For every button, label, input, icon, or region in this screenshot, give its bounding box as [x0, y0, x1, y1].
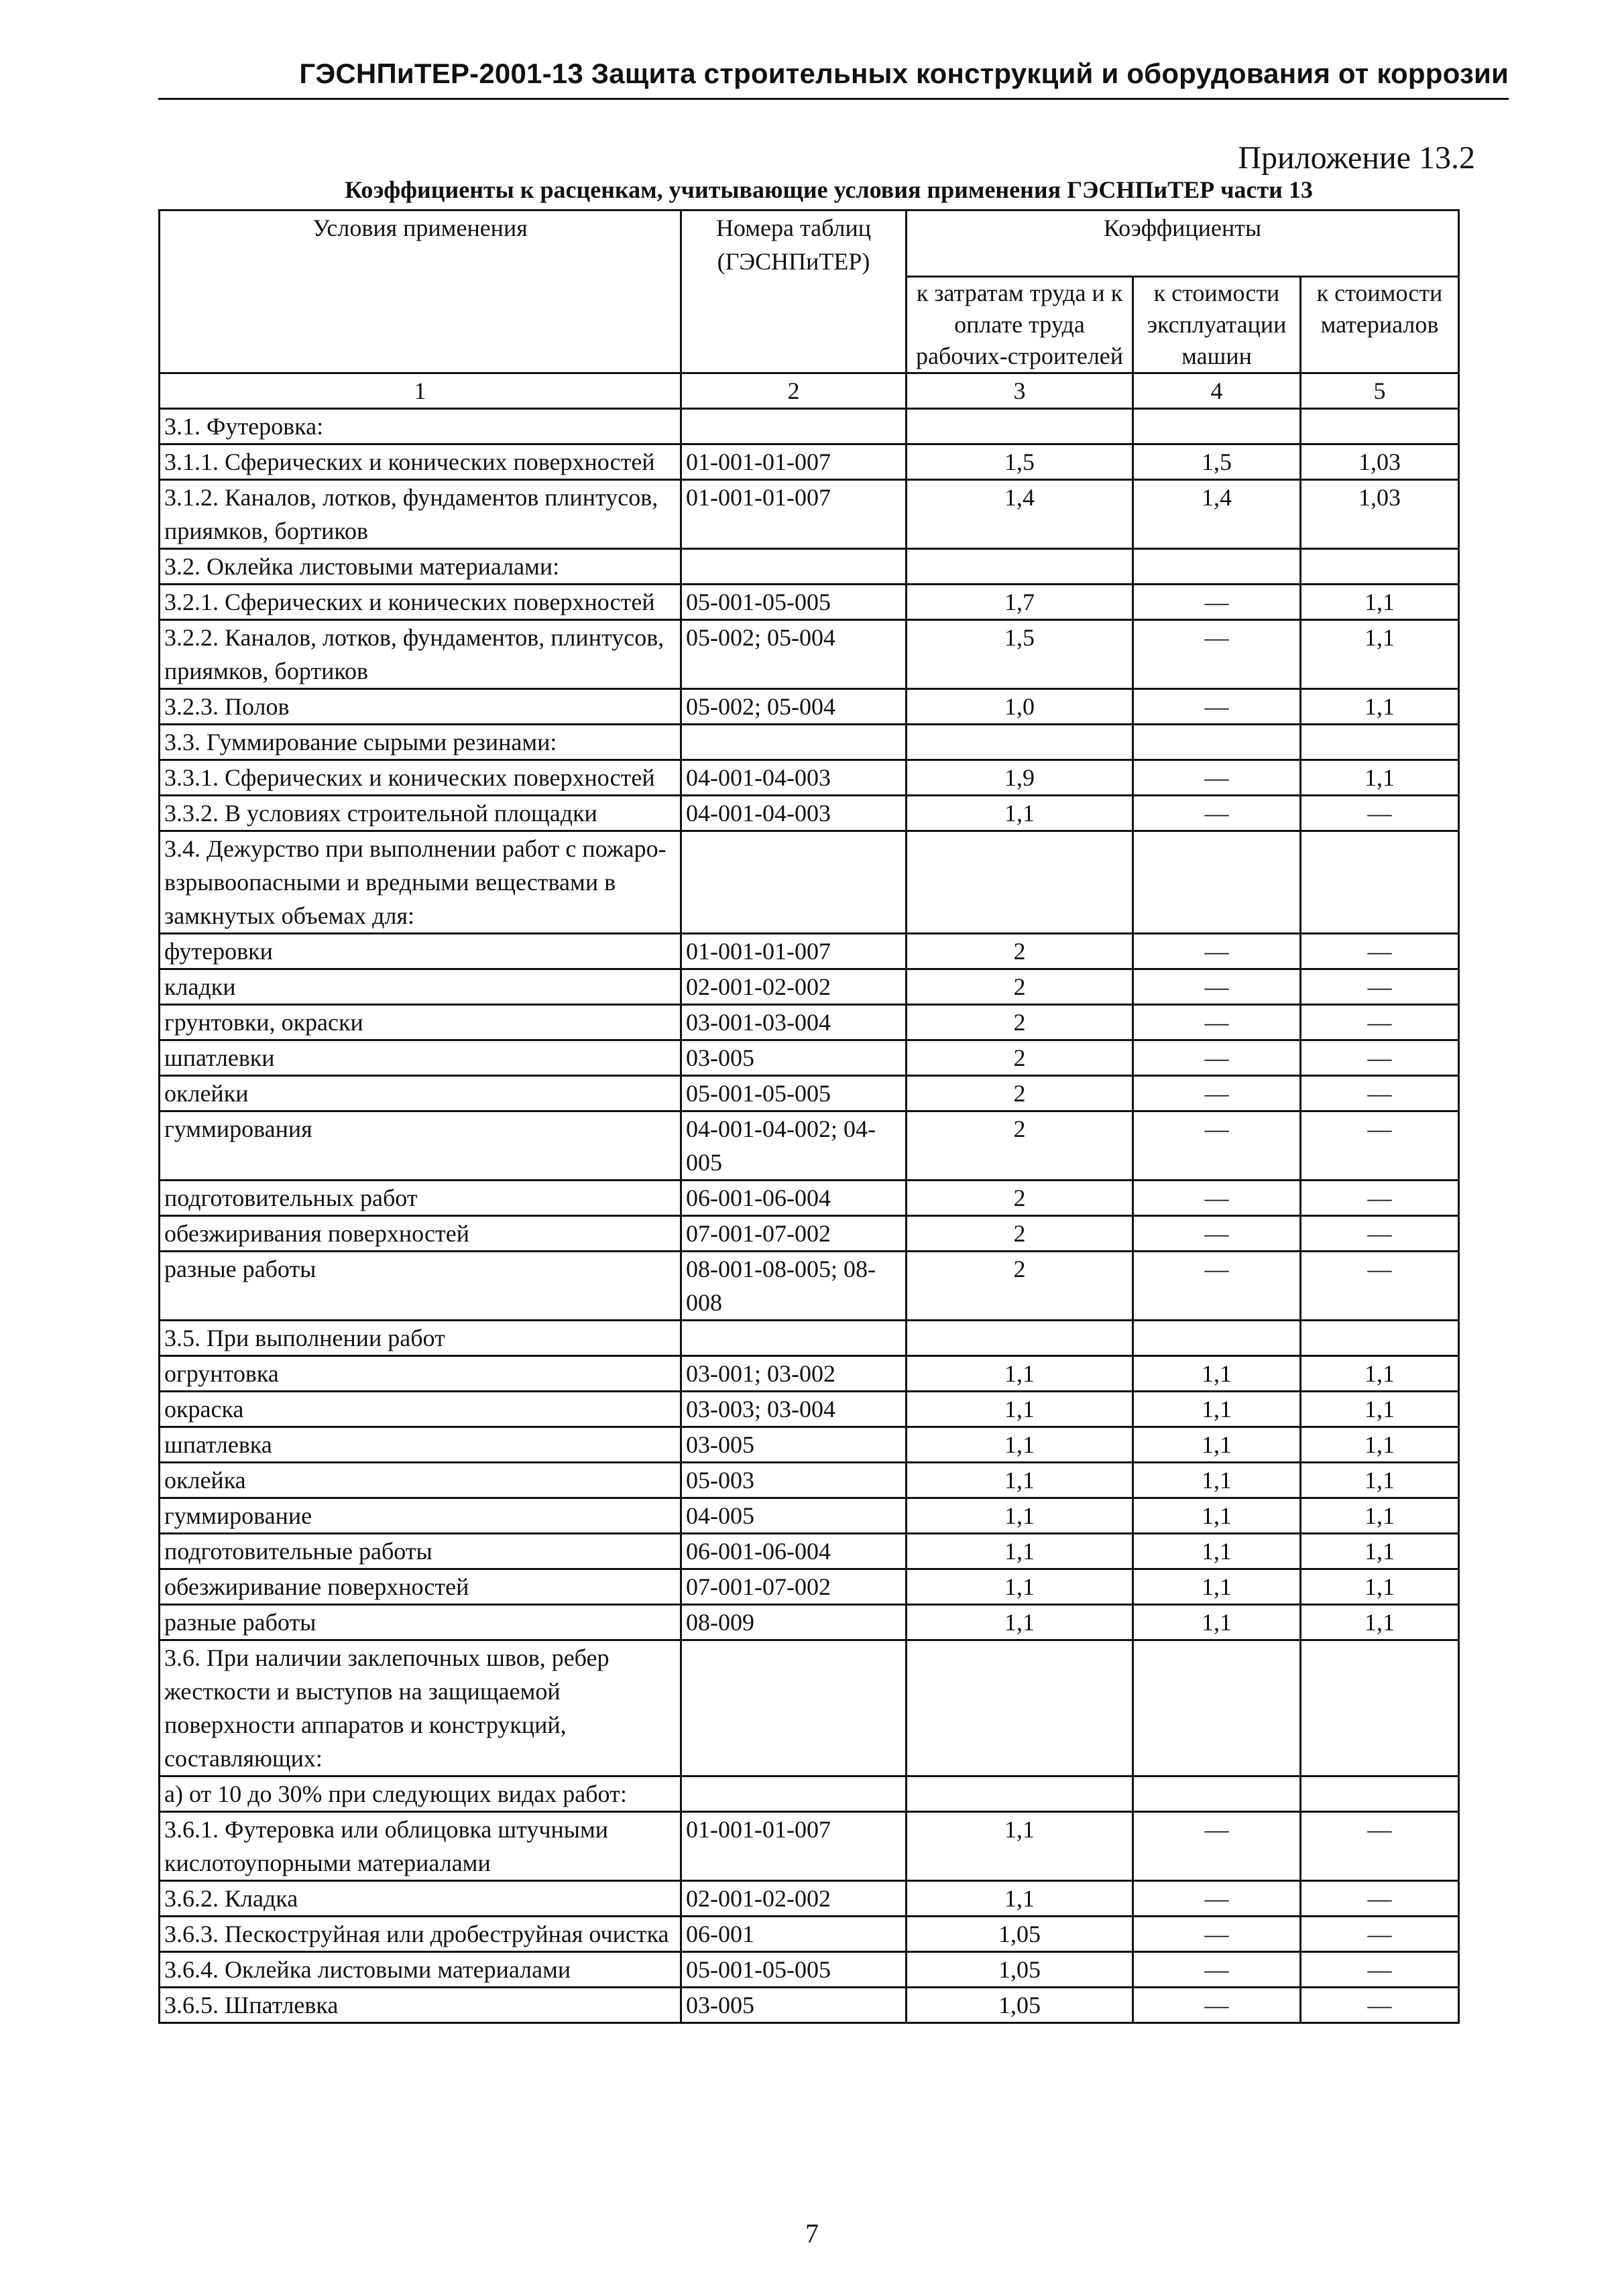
- cell-machines-coef: 1,1: [1133, 1534, 1301, 1569]
- cell-materials-coef: 1,1: [1301, 585, 1459, 620]
- cell-labor-coef: 2: [907, 969, 1133, 1005]
- cell-machines-coef: 1,1: [1133, 1498, 1301, 1534]
- cell-materials-coef: 1,1: [1301, 1605, 1459, 1640]
- cell-machines-coef: [1133, 831, 1301, 934]
- cell-machines-coef: 1,4: [1133, 480, 1301, 549]
- cell-table-numbers: 01-001-01-007: [681, 934, 907, 969]
- cell-labor-coef: [907, 549, 1133, 585]
- cell-materials-coef: 1,1: [1301, 1463, 1459, 1498]
- cell-labor-coef: [907, 1776, 1133, 1812]
- cell-table-numbers: 01-001-01-007: [681, 1812, 907, 1881]
- table-row: [160, 796, 1459, 831]
- cell-condition: подготовительных работ: [160, 1181, 681, 1216]
- header-row-top: [160, 210, 1459, 277]
- running-header: ГЭСНПиТЕР-2001-13 Защита строительных конструкций и оборудования от коррозии: [299, 58, 1509, 89]
- cell-condition: шпатлевки: [160, 1040, 681, 1076]
- cell-machines-coef: 1,1: [1133, 1392, 1301, 1427]
- cell-labor-coef: 1,1: [907, 1427, 1133, 1463]
- table-row: [160, 1005, 1459, 1040]
- cell-table-numbers: [681, 1321, 907, 1356]
- cell-machines-coef: [1133, 1321, 1301, 1356]
- cell-materials-coef: 1,1: [1301, 760, 1459, 796]
- cell-materials-coef: 1,1: [1301, 1534, 1459, 1569]
- cell-labor-coef: 1,5: [907, 620, 1133, 689]
- table-title: Коэффициенты к расценкам, учитывающие условия применения ГЭСНПиТЕР части 13: [345, 176, 1313, 203]
- cell-labor-coef: 1,1: [907, 1812, 1133, 1881]
- cell-table-numbers: 03-005: [681, 1988, 907, 2023]
- column-number: 4: [1133, 373, 1301, 409]
- cell-table-numbers: [681, 1640, 907, 1776]
- cell-machines-coef: —: [1133, 1988, 1301, 2023]
- cell-table-numbers: 06-001-06-004: [681, 1181, 907, 1216]
- cell-materials-coef: 1,1: [1301, 1392, 1459, 1427]
- cell-machines-coef: [1133, 409, 1301, 444]
- header-conditions: Условия применения: [160, 210, 681, 373]
- cell-materials-coef: —: [1301, 969, 1459, 1005]
- cell-materials-coef: [1301, 1321, 1459, 1356]
- cell-machines-coef: 1,1: [1133, 1427, 1301, 1463]
- cell-condition: огрунтовка: [160, 1356, 681, 1392]
- cell-table-numbers: 05-001-05-005: [681, 1076, 907, 1111]
- cell-materials-coef: 1,03: [1301, 480, 1459, 549]
- cell-labor-coef: 1,7: [907, 585, 1133, 620]
- cell-table-numbers: 07-001-07-002: [681, 1569, 907, 1605]
- cell-condition: 3.6.1. Футеровка или облицовка штучными кислотоупорными материалами: [160, 1812, 681, 1881]
- cell-materials-coef: 1,1: [1301, 620, 1459, 689]
- cell-materials-coef: 1,1: [1301, 1356, 1459, 1392]
- cell-condition: шпатлевка: [160, 1427, 681, 1463]
- header-rule: [158, 98, 1509, 100]
- cell-machines-coef: —: [1133, 969, 1301, 1005]
- table-row: [160, 549, 1459, 585]
- cell-machines-coef: —: [1133, 1076, 1301, 1111]
- cell-table-numbers: [681, 1776, 907, 1812]
- cell-condition: 3.2. Оклейка листовыми материалами:: [160, 549, 681, 585]
- header-table-numbers: Номера таблиц (ГЭСНПиТЕР): [681, 210, 907, 373]
- cell-machines-coef: —: [1133, 1252, 1301, 1321]
- table-row: [160, 1812, 1459, 1881]
- cell-table-numbers: 05-002; 05-004: [681, 620, 907, 689]
- table-row: [160, 1952, 1459, 1988]
- cell-table-numbers: 02-001-02-002: [681, 1881, 907, 1917]
- cell-materials-coef: 1,1: [1301, 1498, 1459, 1534]
- cell-materials-coef: —: [1301, 1952, 1459, 1988]
- cell-materials-coef: —: [1301, 1988, 1459, 2023]
- cell-materials-coef: 1,1: [1301, 689, 1459, 725]
- cell-condition: 3.1.1. Сферических и конических поверхностей: [160, 444, 681, 480]
- cell-labor-coef: 1,1: [907, 1569, 1133, 1605]
- cell-table-numbers: 03-001-03-004: [681, 1005, 907, 1040]
- table-row: [160, 1605, 1459, 1640]
- cell-machines-coef: 1,5: [1133, 444, 1301, 480]
- cell-condition: а) от 10 до 30% при следующих видах работ:: [160, 1776, 681, 1812]
- cell-labor-coef: [907, 409, 1133, 444]
- table-row: [160, 1498, 1459, 1534]
- cell-machines-coef: —: [1133, 620, 1301, 689]
- cell-condition: 3.2.3. Полов: [160, 689, 681, 725]
- cell-machines-coef: —: [1133, 1812, 1301, 1881]
- cell-materials-coef: [1301, 549, 1459, 585]
- cell-condition: подготовительные работы: [160, 1534, 681, 1569]
- cell-condition: разные работы: [160, 1605, 681, 1640]
- cell-machines-coef: —: [1133, 585, 1301, 620]
- table-row: [160, 689, 1459, 725]
- cell-machines-coef: [1133, 549, 1301, 585]
- cell-machines-coef: —: [1133, 1005, 1301, 1040]
- cell-table-numbers: 03-001; 03-002: [681, 1356, 907, 1392]
- cell-table-numbers: 04-005: [681, 1498, 907, 1534]
- cell-table-numbers: [681, 831, 907, 934]
- cell-materials-coef: —: [1301, 934, 1459, 969]
- table-row: [160, 1076, 1459, 1111]
- table-row: [160, 1463, 1459, 1498]
- table-row: [160, 1392, 1459, 1427]
- cell-materials-coef: —: [1301, 1881, 1459, 1917]
- cell-machines-coef: [1133, 1640, 1301, 1776]
- cell-condition: 3.1.2. Каналов, лотков, фундаментов плинтусов, приямков, бортиков: [160, 480, 681, 549]
- table-row: [160, 760, 1459, 796]
- cell-labor-coef: 2: [907, 1076, 1133, 1111]
- cell-labor-coef: 1,4: [907, 480, 1133, 549]
- cell-labor-coef: 1,1: [907, 1392, 1133, 1427]
- cell-table-numbers: 03-005: [681, 1427, 907, 1463]
- cell-machines-coef: —: [1133, 760, 1301, 796]
- cell-table-numbers: 06-001: [681, 1917, 907, 1952]
- cell-table-numbers: [681, 549, 907, 585]
- cell-table-numbers: 08-001-08-005; 08-008: [681, 1252, 907, 1321]
- table-row: [160, 1881, 1459, 1917]
- table-row: [160, 620, 1459, 689]
- cell-condition: 3.6. При наличии заклепочных швов, ребер жесткости и выступов на защищаемой поверхности аппаратов и конструкций, составляющих:: [160, 1640, 681, 1776]
- cell-condition: 3.2.2. Каналов, лотков, фундаментов, плинтусов, приямков, бортиков: [160, 620, 681, 689]
- cell-condition: гуммирования: [160, 1111, 681, 1181]
- cell-table-numbers: 01-001-01-007: [681, 480, 907, 549]
- cell-materials-coef: —: [1301, 1252, 1459, 1321]
- table-row: [160, 1640, 1459, 1776]
- cell-labor-coef: 1,1: [907, 1881, 1133, 1917]
- cell-labor-coef: [907, 1640, 1133, 1776]
- table-row: [160, 409, 1459, 444]
- cell-table-numbers: 08-009: [681, 1605, 907, 1640]
- cell-labor-coef: 2: [907, 934, 1133, 969]
- cell-condition: 3.5. При выполнении работ: [160, 1321, 681, 1356]
- cell-labor-coef: 1,1: [907, 796, 1133, 831]
- cell-machines-coef: —: [1133, 1040, 1301, 1076]
- cell-materials-coef: —: [1301, 1917, 1459, 1952]
- cell-condition: 3.6.2. Кладка: [160, 1881, 681, 1917]
- cell-machines-coef: —: [1133, 1216, 1301, 1252]
- table-row: [160, 1569, 1459, 1605]
- cell-table-numbers: 06-001-06-004: [681, 1534, 907, 1569]
- table-row: [160, 1776, 1459, 1812]
- cell-table-numbers: 04-001-04-003: [681, 760, 907, 796]
- column-number: 1: [160, 373, 681, 409]
- table-row: [160, 969, 1459, 1005]
- cell-table-numbers: 05-003: [681, 1463, 907, 1498]
- cell-labor-coef: 1,1: [907, 1463, 1133, 1498]
- cell-labor-coef: [907, 725, 1133, 760]
- column-number-row: [160, 373, 1459, 409]
- cell-table-numbers: 04-001-04-002; 04-005: [681, 1111, 907, 1181]
- table-body: [160, 409, 1459, 2023]
- table-row: [160, 585, 1459, 620]
- cell-table-numbers: 05-001-05-005: [681, 585, 907, 620]
- cell-materials-coef: —: [1301, 1076, 1459, 1111]
- cell-labor-coef: 1,9: [907, 760, 1133, 796]
- header-coefficients: Коэффициенты: [907, 210, 1459, 277]
- table-row: [160, 831, 1459, 934]
- table-row: [160, 725, 1459, 760]
- cell-labor-coef: 2: [907, 1040, 1133, 1076]
- coefficients-table: [158, 209, 1460, 2024]
- cell-labor-coef: 2: [907, 1005, 1133, 1040]
- cell-condition: 3.6.4. Оклейка листовыми материалами: [160, 1952, 681, 1988]
- cell-labor-coef: 2: [907, 1252, 1133, 1321]
- cell-condition: 3.4. Дежурство при выполнении работ с пожаро-взрывоопасными и вредными веществами в замкнутых объемах для:: [160, 831, 681, 934]
- cell-materials-coef: —: [1301, 1005, 1459, 1040]
- cell-labor-coef: 2: [907, 1111, 1133, 1181]
- cell-machines-coef: [1133, 725, 1301, 760]
- header-labor: к затратам труда и к оплате труда рабочих-строителей: [907, 277, 1133, 373]
- cell-machines-coef: [1133, 1776, 1301, 1812]
- table-row: [160, 1321, 1459, 1356]
- cell-machines-coef: —: [1133, 1111, 1301, 1181]
- cell-materials-coef: [1301, 1640, 1459, 1776]
- cell-labor-coef: 1,05: [907, 1952, 1133, 1988]
- cell-machines-coef: —: [1133, 1881, 1301, 1917]
- header-materials: к стоимости материалов: [1301, 277, 1459, 373]
- cell-labor-coef: 1,1: [907, 1534, 1133, 1569]
- cell-machines-coef: —: [1133, 934, 1301, 969]
- cell-table-numbers: 07-001-07-002: [681, 1216, 907, 1252]
- cell-table-numbers: 05-002; 05-004: [681, 689, 907, 725]
- cell-condition: 3.3.2. В условиях строительной площадки: [160, 796, 681, 831]
- cell-condition: 3.6.3. Пескоструйная или дробеструйная очистка: [160, 1917, 681, 1952]
- table-row: [160, 1988, 1459, 2023]
- table-row: [160, 1040, 1459, 1076]
- cell-machines-coef: —: [1133, 1181, 1301, 1216]
- cell-condition: оклейки: [160, 1076, 681, 1111]
- cell-table-numbers: 03-005: [681, 1040, 907, 1076]
- cell-labor-coef: 1,0: [907, 689, 1133, 725]
- cell-materials-coef: [1301, 725, 1459, 760]
- cell-labor-coef: 1,5: [907, 444, 1133, 480]
- cell-table-numbers: 01-001-01-007: [681, 444, 907, 480]
- cell-machines-coef: 1,1: [1133, 1463, 1301, 1498]
- cell-table-numbers: 03-003; 03-004: [681, 1392, 907, 1427]
- cell-materials-coef: [1301, 831, 1459, 934]
- cell-table-numbers: 02-001-02-002: [681, 969, 907, 1005]
- table-row: [160, 1111, 1459, 1181]
- cell-materials-coef: —: [1301, 1181, 1459, 1216]
- cell-machines-coef: —: [1133, 796, 1301, 831]
- page-number: 7: [805, 2218, 819, 2248]
- cell-condition: оклейка: [160, 1463, 681, 1498]
- cell-labor-coef: [907, 831, 1133, 934]
- cell-condition: 3.6.5. Шпатлевка: [160, 1988, 681, 2023]
- cell-table-numbers: 05-001-05-005: [681, 1952, 907, 1988]
- cell-machines-coef: 1,1: [1133, 1356, 1301, 1392]
- column-number: 3: [907, 373, 1133, 409]
- cell-materials-coef: 1,03: [1301, 444, 1459, 480]
- cell-condition: окраска: [160, 1392, 681, 1427]
- cell-table-numbers: 04-001-04-003: [681, 796, 907, 831]
- cell-condition: 3.2.1. Сферических и конических поверхностей: [160, 585, 681, 620]
- cell-condition: обезжиривание поверхностей: [160, 1569, 681, 1605]
- cell-machines-coef: 1,1: [1133, 1605, 1301, 1640]
- cell-materials-coef: 1,1: [1301, 1427, 1459, 1463]
- cell-condition: разные работы: [160, 1252, 681, 1321]
- table-row: [160, 1427, 1459, 1463]
- table-row: [160, 480, 1459, 549]
- cell-materials-coef: —: [1301, 1040, 1459, 1076]
- cell-materials-coef: —: [1301, 1812, 1459, 1881]
- cell-materials-coef: —: [1301, 1111, 1459, 1181]
- cell-labor-coef: 1,1: [907, 1605, 1133, 1640]
- table-row: [160, 1252, 1459, 1321]
- cell-materials-coef: 1,1: [1301, 1569, 1459, 1605]
- column-number: 5: [1301, 373, 1459, 409]
- cell-machines-coef: 1,1: [1133, 1569, 1301, 1605]
- column-number: 2: [681, 373, 907, 409]
- cell-labor-coef: 2: [907, 1181, 1133, 1216]
- table-row: [160, 444, 1459, 480]
- table-row: [160, 1356, 1459, 1392]
- cell-materials-coef: —: [1301, 796, 1459, 831]
- cell-machines-coef: —: [1133, 1917, 1301, 1952]
- cell-labor-coef: 1,05: [907, 1917, 1133, 1952]
- cell-condition: кладки: [160, 969, 681, 1005]
- cell-machines-coef: —: [1133, 689, 1301, 725]
- cell-table-numbers: [681, 409, 907, 444]
- appendix-label: Приложение 13.2: [1238, 140, 1475, 176]
- cell-labor-coef: 1,1: [907, 1356, 1133, 1392]
- cell-labor-coef: 1,1: [907, 1498, 1133, 1534]
- cell-labor-coef: [907, 1321, 1133, 1356]
- cell-machines-coef: —: [1133, 1952, 1301, 1988]
- table-row: [160, 1917, 1459, 1952]
- cell-labor-coef: 1,05: [907, 1988, 1133, 2023]
- cell-materials-coef: [1301, 1776, 1459, 1812]
- cell-condition: грунтовки, окраски: [160, 1005, 681, 1040]
- header-machines: к стоимости эксплуатации машин: [1133, 277, 1301, 373]
- cell-condition: 3.3.1. Сферических и конических поверхностей: [160, 760, 681, 796]
- table-row: [160, 934, 1459, 969]
- cell-condition: гуммирование: [160, 1498, 681, 1534]
- cell-table-numbers: [681, 725, 907, 760]
- cell-labor-coef: 2: [907, 1216, 1133, 1252]
- cell-materials-coef: [1301, 409, 1459, 444]
- cell-condition: обезжиривания поверхностей: [160, 1216, 681, 1252]
- table-row: [160, 1181, 1459, 1216]
- cell-condition: 3.3. Гуммирование сырыми резинами:: [160, 725, 681, 760]
- table-row: [160, 1534, 1459, 1569]
- cell-condition: 3.1. Футеровка:: [160, 409, 681, 444]
- cell-condition: футеровки: [160, 934, 681, 969]
- cell-materials-coef: —: [1301, 1216, 1459, 1252]
- table-row: [160, 1216, 1459, 1252]
